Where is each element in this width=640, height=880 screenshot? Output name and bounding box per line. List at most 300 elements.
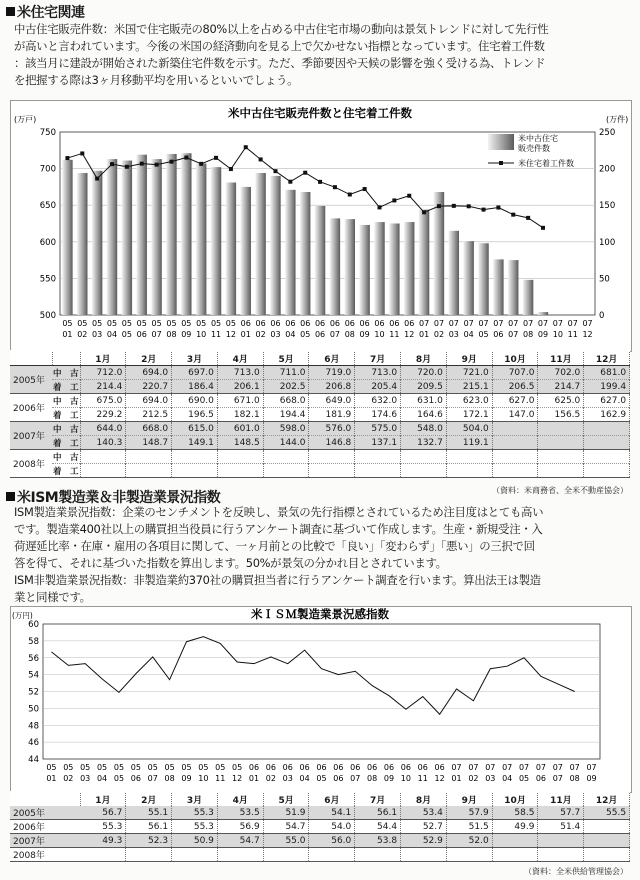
x-tick-month: 12 bbox=[404, 330, 415, 339]
x-tick-month: 12 bbox=[582, 330, 593, 339]
y-tick-label: 44 bbox=[28, 755, 39, 765]
row-kind-label: 中 古 bbox=[52, 422, 80, 436]
x-tick-year: 05 bbox=[196, 319, 207, 328]
section-housing-title: 米住宅関連 bbox=[6, 2, 85, 22]
x-tick-year: 06 bbox=[285, 319, 296, 328]
x-tick-month: 09 bbox=[537, 330, 549, 339]
cell-value bbox=[80, 848, 126, 862]
x-tick-year: 07 bbox=[468, 763, 479, 772]
x-tick-year: 05 bbox=[62, 319, 73, 328]
month-header: 11月 bbox=[538, 793, 584, 806]
row-kind-label: 中 古 bbox=[52, 366, 80, 380]
point-housing-starts bbox=[259, 157, 263, 161]
cell-value bbox=[309, 464, 355, 478]
x-tick-year: 07 bbox=[463, 319, 474, 328]
cell-value: 206.1 bbox=[217, 380, 263, 394]
left-tick-label: 750 bbox=[39, 128, 56, 138]
bar-used-home-sales bbox=[508, 260, 518, 315]
cell-value bbox=[172, 450, 218, 464]
x-tick-year: 07 bbox=[485, 763, 496, 772]
x-tick-year: 05 bbox=[166, 319, 177, 328]
x-tick-month: 11 bbox=[215, 774, 226, 783]
bar-used-home-sales bbox=[77, 173, 87, 315]
x-tick-year: 05 bbox=[232, 763, 243, 772]
y-tick-label: 54 bbox=[28, 670, 39, 681]
cell-value: 220.7 bbox=[126, 380, 172, 394]
table-row bbox=[10, 806, 630, 820]
x-tick-month: 08 bbox=[344, 330, 355, 339]
cell-value: 53.4 bbox=[401, 806, 447, 820]
y-tick-label: 52 bbox=[28, 687, 39, 698]
x-tick-year: 06 bbox=[314, 319, 326, 328]
cell-value: 649.0 bbox=[309, 394, 355, 408]
right-tick-label: 50 bbox=[599, 274, 610, 285]
row-kind-label: 着 工 bbox=[52, 380, 80, 394]
cell-value bbox=[263, 464, 309, 478]
bar-used-home-sales bbox=[211, 167, 221, 315]
cell-value bbox=[401, 450, 447, 464]
cell-value: 51.9 bbox=[263, 806, 309, 820]
cell-value bbox=[492, 450, 538, 464]
cell-value: 214.7 bbox=[538, 380, 584, 394]
cell-value: 56.9 bbox=[217, 820, 263, 834]
x-tick-month: 06 bbox=[535, 774, 547, 783]
x-tick-year: 06 bbox=[367, 763, 378, 772]
x-tick-month: 05 bbox=[316, 774, 327, 783]
point-housing-starts bbox=[526, 216, 530, 220]
bar-used-home-sales bbox=[92, 171, 102, 315]
point-housing-starts bbox=[496, 206, 500, 210]
cell-value: 146.8 bbox=[309, 436, 355, 450]
bar-used-home-sales bbox=[419, 210, 429, 315]
ism-chart bbox=[10, 606, 630, 791]
cell-value: 57.7 bbox=[538, 806, 584, 820]
x-tick-month: 06 bbox=[493, 330, 504, 339]
cell-value: 215.1 bbox=[446, 380, 492, 394]
cell-value: 504.0 bbox=[446, 422, 492, 436]
para-line: 答を得て、それに基づいた指数を算出します。50%が景気の分かれ目とされています。 bbox=[14, 556, 447, 570]
table-row bbox=[10, 436, 630, 450]
bar-used-home-sales bbox=[226, 183, 236, 315]
x-tick-year: 06 bbox=[300, 319, 311, 328]
para-line: が高いと言われています。今後の米国の経済動向を見る上で欠かせない指標となっています。住宅着工件数 bbox=[14, 39, 545, 53]
x-tick-month: 10 bbox=[374, 330, 385, 339]
point-housing-starts bbox=[140, 162, 144, 166]
point-housing-starts bbox=[65, 156, 69, 160]
ism-data-table bbox=[10, 793, 630, 862]
cell-value: 52.0 bbox=[446, 834, 492, 848]
point-housing-starts bbox=[214, 156, 218, 160]
x-tick-year: 07 bbox=[535, 763, 547, 772]
cell-value: 56.7 bbox=[80, 806, 126, 820]
bar-used-home-sales bbox=[330, 218, 340, 315]
cell-value: 711.0 bbox=[263, 366, 309, 380]
row-kind-label: 中 古 bbox=[52, 450, 80, 464]
x-tick-month: 07 bbox=[552, 774, 563, 783]
left-tick-label: 600 bbox=[39, 237, 56, 248]
row-kind-label: 着 工 bbox=[52, 464, 80, 478]
bar-used-home-sales bbox=[523, 280, 533, 315]
cell-value: 55.3 bbox=[172, 806, 218, 820]
cell-value: 156.5 bbox=[538, 408, 584, 422]
point-housing-starts bbox=[110, 162, 114, 166]
para-line: ISM非製造業景況指数：非製造業約370社の購買担当者に行うアンケート調査を行います。算出法王は製造 bbox=[14, 573, 541, 587]
x-tick-month: 11 bbox=[389, 330, 400, 339]
cell-value: 52.7 bbox=[401, 820, 447, 834]
bar-used-home-sales bbox=[538, 312, 548, 315]
cell-value: 53.5 bbox=[217, 806, 263, 820]
x-tick-month: 05 bbox=[121, 330, 132, 339]
cell-value bbox=[401, 848, 447, 862]
housing-data-table bbox=[10, 352, 630, 478]
cell-value: 186.4 bbox=[172, 380, 218, 394]
x-tick-year: 06 bbox=[374, 319, 385, 328]
cell-value bbox=[538, 422, 584, 436]
x-tick-year: 06 bbox=[265, 763, 276, 772]
point-housing-starts bbox=[288, 180, 292, 184]
cell-value bbox=[538, 450, 584, 464]
month-header: 7月 bbox=[355, 793, 401, 806]
x-tick-year: 07 bbox=[586, 763, 597, 772]
right-tick-label: 150 bbox=[599, 201, 616, 212]
cell-value bbox=[446, 464, 492, 478]
x-tick-year: 07 bbox=[433, 319, 445, 328]
bar-used-home-sales bbox=[122, 161, 132, 315]
cell-value: 668.0 bbox=[263, 394, 309, 408]
table-row bbox=[10, 394, 630, 408]
cell-value bbox=[538, 848, 584, 862]
cell-value: 57.9 bbox=[446, 806, 492, 820]
point-housing-starts bbox=[363, 187, 367, 191]
month-header: 4月 bbox=[217, 793, 263, 806]
cell-value bbox=[217, 848, 263, 862]
x-tick-month: 06 bbox=[136, 330, 147, 339]
x-tick-year: 06 bbox=[344, 319, 355, 328]
bar-used-home-sales bbox=[434, 192, 444, 315]
x-tick-year: 06 bbox=[400, 763, 411, 772]
para-line: ISM製造業景況指数：企業のセンチメントを反映し、景気の先行指標とされているため注目度はとても高い bbox=[14, 505, 544, 519]
x-tick-year: 07 bbox=[523, 319, 534, 328]
month-header: 4月 bbox=[217, 352, 263, 366]
cell-value: 164.6 bbox=[401, 408, 447, 422]
cell-value bbox=[492, 834, 538, 848]
cell-value: 615.0 bbox=[172, 422, 218, 436]
cell-value bbox=[584, 848, 630, 862]
cell-value: 56.0 bbox=[309, 834, 355, 848]
x-tick-month: 10 bbox=[400, 774, 411, 783]
cell-value bbox=[492, 848, 538, 862]
cell-value: 575.0 bbox=[355, 422, 401, 436]
x-tick-month: 04 bbox=[96, 774, 108, 783]
x-tick-month: 09 bbox=[359, 330, 370, 339]
year-label: 2005年 bbox=[13, 809, 45, 819]
x-tick-year: 07 bbox=[582, 319, 593, 328]
x-tick-month: 06 bbox=[130, 774, 141, 783]
cell-value: 205.4 bbox=[355, 380, 401, 394]
month-header: 11月 bbox=[538, 352, 584, 366]
cell-value: 54.7 bbox=[263, 820, 309, 834]
x-tick-month: 06 bbox=[333, 774, 344, 783]
cell-value: 712.0 bbox=[80, 366, 126, 380]
cell-value bbox=[584, 436, 630, 450]
x-tick-year: 06 bbox=[282, 763, 293, 772]
point-housing-starts bbox=[392, 198, 396, 202]
right-tick-label: 200 bbox=[599, 164, 616, 175]
cell-value: 54.4 bbox=[355, 820, 401, 834]
cell-value bbox=[172, 848, 218, 862]
cell-value: 632.0 bbox=[355, 394, 401, 408]
chart-title: 米ＩＳＭ製造業景況感指数 bbox=[251, 607, 389, 621]
x-tick-month: 03 bbox=[92, 330, 103, 339]
x-tick-month: 02 bbox=[77, 330, 88, 339]
bar-used-home-sales bbox=[151, 159, 161, 315]
cell-value: 119.1 bbox=[446, 436, 492, 450]
x-tick-year: 07 bbox=[451, 763, 462, 772]
point-housing-starts bbox=[273, 169, 277, 173]
section-ism-title: 米ISM製造業＆非製造業景況指数 bbox=[6, 487, 220, 507]
cell-value: 206.5 bbox=[492, 380, 538, 394]
para-line: を把握する際は3ヶ月移動平均を用いるといいでしょう。 bbox=[14, 73, 299, 87]
point-housing-starts bbox=[169, 160, 173, 164]
cell-value: 214.4 bbox=[80, 380, 126, 394]
para-line: 中古住宅販売件数：米国で住宅販売の80%以上を占める中古住宅市場の動向は景気トレンドに対して先行性 bbox=[14, 22, 549, 36]
bullet-square-icon bbox=[6, 492, 15, 501]
cell-value: 194.4 bbox=[263, 408, 309, 422]
cell-value: 697.0 bbox=[172, 366, 218, 380]
x-tick-month: 04 bbox=[502, 774, 513, 783]
x-tick-year: 05 bbox=[46, 763, 57, 772]
month-header: 2月 bbox=[126, 793, 172, 806]
x-tick-year: 07 bbox=[552, 763, 563, 772]
right-tick-label: 100 bbox=[599, 237, 616, 248]
x-tick-year: 06 bbox=[240, 319, 251, 328]
bar-used-home-sales bbox=[389, 224, 399, 316]
bar-used-home-sales bbox=[137, 155, 147, 315]
table-row bbox=[10, 408, 630, 422]
month-header: 5月 bbox=[263, 352, 309, 366]
table-row bbox=[10, 380, 630, 394]
x-tick-year: 06 bbox=[248, 763, 260, 772]
point-housing-starts bbox=[482, 208, 486, 212]
bar-used-home-sales bbox=[463, 241, 473, 315]
cell-value bbox=[355, 848, 401, 862]
x-tick-month: 07 bbox=[329, 330, 341, 339]
point-housing-starts bbox=[80, 151, 84, 155]
cell-value: 598.0 bbox=[263, 422, 309, 436]
x-tick-month: 07 bbox=[147, 774, 158, 783]
month-header: 12月 bbox=[584, 352, 630, 366]
cell-value: 55.3 bbox=[172, 820, 218, 834]
cell-value: 548.0 bbox=[401, 422, 447, 436]
cell-value bbox=[446, 848, 492, 862]
cell-value: 681.0 bbox=[584, 366, 630, 380]
x-tick-month: 07 bbox=[151, 330, 162, 339]
x-tick-month: 09 bbox=[181, 330, 192, 339]
cell-value bbox=[538, 464, 584, 478]
x-tick-month: 10 bbox=[196, 330, 207, 339]
cell-value: 55.3 bbox=[80, 820, 126, 834]
cell-value: 720.0 bbox=[401, 366, 447, 380]
cell-value: 199.4 bbox=[584, 380, 630, 394]
y-axis-unit: (万円) bbox=[12, 611, 33, 620]
x-tick-month: 12 bbox=[434, 774, 445, 783]
bar-used-home-sales bbox=[315, 206, 325, 315]
left-tick-label: 700 bbox=[39, 164, 56, 175]
point-housing-starts bbox=[452, 204, 456, 208]
cell-value: 149.1 bbox=[172, 436, 218, 450]
housing-chart bbox=[10, 100, 630, 350]
month-header: 3月 bbox=[172, 352, 218, 366]
bar-used-home-sales bbox=[300, 192, 310, 315]
table-row bbox=[10, 848, 630, 862]
cell-value bbox=[538, 834, 584, 848]
cell-value: 174.6 bbox=[355, 408, 401, 422]
left-axis-unit: (万戸) bbox=[14, 115, 37, 124]
x-tick-month: 01 bbox=[46, 774, 57, 783]
cell-value: 229.2 bbox=[80, 408, 126, 422]
x-tick-month: 02 bbox=[265, 774, 276, 783]
point-housing-starts bbox=[318, 180, 322, 184]
x-tick-month: 03 bbox=[80, 774, 91, 783]
cell-value: 53.8 bbox=[355, 834, 401, 848]
cell-value bbox=[126, 848, 172, 862]
cell-value: 713.0 bbox=[355, 366, 401, 380]
x-tick-month: 01 bbox=[248, 774, 260, 783]
cell-value bbox=[492, 422, 538, 436]
cell-value: 707.0 bbox=[492, 366, 538, 380]
month-header: 7月 bbox=[355, 352, 401, 366]
x-tick-year: 07 bbox=[493, 319, 504, 328]
point-housing-starts bbox=[244, 145, 248, 149]
ism-source: （資料：全米供給管理協会） bbox=[524, 867, 628, 876]
line-ism-index bbox=[51, 637, 574, 715]
cell-value: 162.9 bbox=[584, 408, 630, 422]
cell-value bbox=[401, 464, 447, 478]
month-header: 9月 bbox=[446, 793, 492, 806]
cell-value bbox=[126, 450, 172, 464]
x-tick-month: 09 bbox=[181, 774, 192, 783]
x-tick-year: 05 bbox=[96, 763, 108, 772]
cell-value: 49.9 bbox=[492, 820, 538, 834]
cell-value: 675.0 bbox=[80, 394, 126, 408]
x-tick-month: 09 bbox=[383, 774, 395, 783]
x-tick-year: 07 bbox=[419, 319, 430, 328]
x-tick-month: 11 bbox=[417, 774, 428, 783]
cell-value: 690.0 bbox=[172, 394, 218, 408]
cell-value: 54.7 bbox=[217, 834, 263, 848]
month-header: 10月 bbox=[492, 793, 538, 806]
housing-source: （資料：米商務省、全米不動産協会） bbox=[492, 486, 628, 495]
cell-value: 55.0 bbox=[263, 834, 309, 848]
cell-value bbox=[263, 450, 309, 464]
x-tick-year: 06 bbox=[359, 319, 370, 328]
x-tick-month: 05 bbox=[518, 774, 530, 783]
x-tick-month: 01 bbox=[451, 774, 462, 783]
cell-value bbox=[217, 450, 263, 464]
x-tick-year: 05 bbox=[181, 763, 192, 772]
point-housing-starts bbox=[422, 210, 426, 214]
year-label: 2007年 bbox=[13, 837, 45, 847]
month-header: 5月 bbox=[263, 793, 309, 806]
x-tick-year: 07 bbox=[569, 763, 580, 772]
cell-value: 625.0 bbox=[538, 394, 584, 408]
cell-value bbox=[584, 422, 630, 436]
cell-value bbox=[80, 464, 126, 478]
point-housing-starts bbox=[378, 205, 382, 209]
cell-value: 54.0 bbox=[309, 820, 355, 834]
x-tick-year: 05 bbox=[136, 319, 147, 328]
cell-value: 631.0 bbox=[401, 394, 447, 408]
point-housing-starts bbox=[125, 165, 129, 169]
x-tick-month: 02 bbox=[468, 774, 479, 783]
cell-value: 212.5 bbox=[126, 408, 172, 422]
cell-value: 576.0 bbox=[309, 422, 355, 436]
section-housing-description bbox=[14, 21, 634, 89]
x-tick-month: 03 bbox=[485, 774, 496, 783]
right-tick-label: 250 bbox=[599, 128, 616, 138]
chart-title: 米中古住宅販売件数と住宅着工件数 bbox=[228, 106, 412, 120]
x-tick-year: 05 bbox=[225, 319, 236, 328]
bar-used-home-sales bbox=[404, 222, 414, 315]
y-tick-label: 50 bbox=[28, 704, 39, 715]
x-tick-month: 01 bbox=[240, 330, 251, 339]
x-tick-year: 05 bbox=[147, 763, 158, 772]
x-tick-year: 06 bbox=[270, 319, 281, 328]
y-tick-label: 60 bbox=[28, 620, 39, 630]
x-tick-year: 07 bbox=[502, 763, 513, 772]
month-header: 2月 bbox=[126, 352, 172, 366]
y-tick-label: 56 bbox=[28, 653, 39, 664]
x-tick-year: 05 bbox=[130, 763, 141, 772]
cell-value: 702.0 bbox=[538, 366, 584, 380]
x-tick-month: 04 bbox=[299, 774, 310, 783]
x-tick-month: 12 bbox=[232, 774, 243, 783]
x-tick-month: 05 bbox=[113, 774, 125, 783]
x-tick-year: 06 bbox=[255, 319, 266, 328]
cell-value: 54.1 bbox=[309, 806, 355, 820]
table-header-row bbox=[10, 352, 630, 366]
para-line: ：該当月に建設が開始された新築住宅件数を示す。ただ、季節要因や天候の影響を強く受ける為、トレンド bbox=[14, 56, 546, 70]
cell-value: 206.8 bbox=[309, 380, 355, 394]
x-tick-month: 05 bbox=[300, 330, 311, 339]
x-tick-month: 03 bbox=[270, 330, 281, 339]
x-tick-month: 09 bbox=[586, 774, 597, 783]
cell-value: 51.4 bbox=[538, 820, 584, 834]
x-tick-year: 07 bbox=[478, 319, 489, 328]
bar-used-home-sales bbox=[241, 187, 251, 315]
para-line: 荷遅延比率・在庫・雇用の各項目に関して、一ヶ月前との比較で「良い」「変わらず」「悪い」の三択で回 bbox=[14, 539, 535, 553]
x-tick-year: 05 bbox=[151, 319, 162, 328]
cell-value bbox=[492, 464, 538, 478]
bar-used-home-sales bbox=[345, 219, 355, 315]
cell-value: 694.0 bbox=[126, 366, 172, 380]
cell-value bbox=[584, 464, 630, 478]
point-housing-starts bbox=[229, 167, 233, 171]
x-tick-month: 11 bbox=[210, 330, 222, 339]
month-header: 1月 bbox=[80, 352, 126, 366]
x-tick-year: 07 bbox=[448, 319, 459, 328]
year-label: 2006年 bbox=[10, 394, 52, 422]
point-housing-starts bbox=[199, 162, 203, 166]
bar-used-home-sales bbox=[62, 160, 72, 315]
x-tick-month: 06 bbox=[314, 330, 326, 339]
x-tick-year: 06 bbox=[299, 763, 310, 772]
x-tick-month: 04 bbox=[106, 330, 118, 339]
cell-value: 55.5 bbox=[584, 806, 630, 820]
section-ism-description bbox=[14, 504, 634, 606]
cell-value: 601.0 bbox=[217, 422, 263, 436]
month-header: 12月 bbox=[584, 793, 630, 806]
